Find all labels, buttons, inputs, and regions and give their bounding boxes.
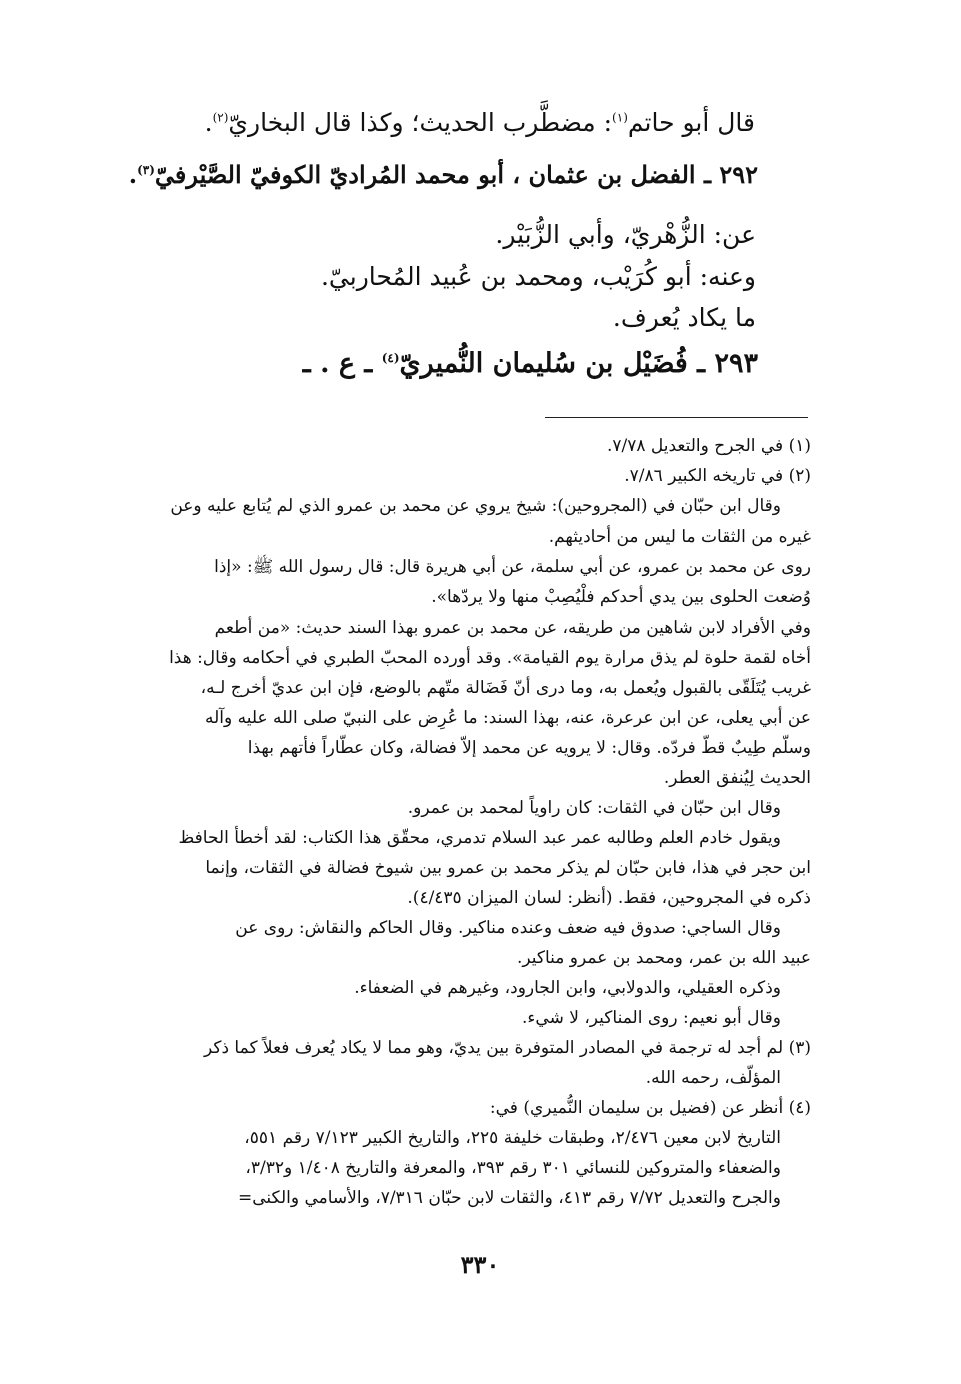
footnote-line: التاريخ لابن معين ٢/٤٧٦، وطبقات خليفة ٢٢٥، والتاريخ الكبير ٧/١٢٣ رقم ٥٥١، (244, 1128, 781, 1148)
footnote-line: (٢) في تاريخه الكبير ٧/٨٦. (624, 466, 811, 486)
main-line-wanhu: وعنه: أبو كُرَيْب، ومحمد بن عُبيد المُحاربيّ. (320, 262, 756, 291)
footnote-line: (٤) أنظر عن (فضيل بن سليمان النُّميري) في: (489, 1098, 811, 1118)
footnote-line: أخاه لقمة حلوة لم يذق مرارة يوم القيامة». وقد أورده المحبّ الطبري في أحكامه وقال: هذا (169, 648, 811, 668)
footnote-line: روى عن محمد بن عمرو، عن أبي سلمة، عن أبي هريرة قال: قال رسول الله ﷺ: «إذا (214, 557, 811, 577)
footnote-line: وذكره العقيلي، والدولابي، وابن الجارود، وغيرهم في الضعفاء. (354, 978, 781, 998)
footnote-line: وسلّم طِيبٌ قطّ فردّه. وقال: لا يرويه عن محمد إلاّ فضالة، وكان عطّاراً فأتهم بهذا (247, 738, 811, 758)
footnote-line: ويقول خادم العلم وطالبه عمر عبد السلام تدمري، محقّق هذا الكتاب: لقد أخطأ الحافظ (178, 828, 781, 848)
footnote-ref: (٤) (381, 351, 400, 365)
footnote-separator (545, 417, 808, 418)
page-number: ٣٣٠ (460, 1250, 500, 1279)
main-text: . (204, 108, 213, 137)
main-line-abu-hatim (205, 108, 755, 137)
entry-title: ٢٩٢ ـ الفضل بن عثمان ، أبو محمد المُراديّ الكوفيّ الصَّيْرفيّ (154, 160, 758, 189)
footnote-line: وقال ابن حبّان في (المجروحين): شيخ يروي عن محمد بن عمرو الذي لم يُتابع عليه وعن (170, 496, 781, 516)
footnote-line: (١) في الجرح والتعديل ٧/٧٨. (606, 436, 811, 456)
footnote-line: وقال الساجي: صدوق فيه ضعف وعنده مناكير. وقال الحاكم والنقاش: روى عن (235, 918, 781, 938)
footnote-line: والجرح والتعديل ٧/٧٢ رقم ٤١٣، والثقات لابن حبّان ٧/٣١٦، والأسامي والكنى= (238, 1188, 781, 1208)
footnote-line: ذكره في المجروحين، فقط. (أنظر: لسان الميزان ٤/٤٣٥). (407, 888, 811, 908)
footnote-line: ابن حجر في هذا، فابن حبّان لم يذكر محمد بن عمرو بين شيوخ فضالة في الثقات، وإنما (205, 858, 811, 878)
main-text: ـ ع . ـ (302, 348, 382, 379)
footnote-ref: (١) (612, 110, 628, 125)
footnote-line: وفي الأفراد لابن شاهين من طريقه، عن محمد بن عمرو بهذا السند حديث: «من أطعم (214, 618, 811, 638)
footnote-line: وُضعت الحلوى بين يدي أحدكم فلْيُصِبْ منها ولا يردّها». (431, 587, 811, 607)
footnote-ref: (٢) (212, 110, 229, 125)
footnote-line: وقال ابن حبّان في الثقات: كان راوياً لمحمد بن عمرو. (407, 798, 781, 818)
footnote-line: غريب يُتَلَقّى بالقبول ويُعمل به، وما درى أنّ فَضَالة متّهم بالوضع، فإن ابن عديّ أخرج لـه، (200, 678, 811, 698)
entry-292-heading (129, 160, 758, 189)
main-text: . (128, 160, 138, 189)
main-line-an: عن: الزُّهْريّ، وأبي الزُّبَيْر. (495, 220, 756, 249)
footnote-line: والضعفاء والمتروكين للنسائي ٣٠١ رقم ٣٩٣، والمعرفة والتاريخ ١/٤٠٨ و٣/٣٢، (245, 1158, 781, 1178)
footnote-line: (٣) لم أجد له ترجمة في المصادر المتوفرة بين يديّ، وهو مما لا يكاد يُعرف فعلاً كما ذكر (203, 1038, 811, 1058)
footnote-line: وقال أبو نعيم: روى المناكير، لا شيء. (522, 1008, 781, 1028)
main-text: قال أبو حاتم (627, 108, 755, 137)
entry-293-heading (303, 348, 758, 379)
footnote-line: غيره من الثقات ما ليس من أحاديثهم. (548, 527, 811, 547)
main-text: : مضطَّرب الحديث؛ وكذا قال البخاريّ (228, 108, 613, 137)
footnote-line: الحديث لِيُنفق العطر. (663, 768, 811, 788)
footnote-ref: (٣) (137, 163, 155, 177)
main-line-ma-yakad: ما يكاد يُعرف. (612, 303, 756, 332)
footnote-line: عبيد الله بن عمر، ومحمد بن عمرو مناكير. (516, 948, 811, 968)
footnote-line: المؤلّف، رحمه الله. (645, 1068, 781, 1088)
entry-title: ٢٩٣ ـ فُضَيْل بن سُليمان النُّميريّ (399, 348, 758, 379)
footnote-line: عن أبي يعلى، عن ابن عرعرة، عنه، بهذا السند: ما عُرِض على النبيّ صلى الله عليه وآله (205, 708, 811, 728)
